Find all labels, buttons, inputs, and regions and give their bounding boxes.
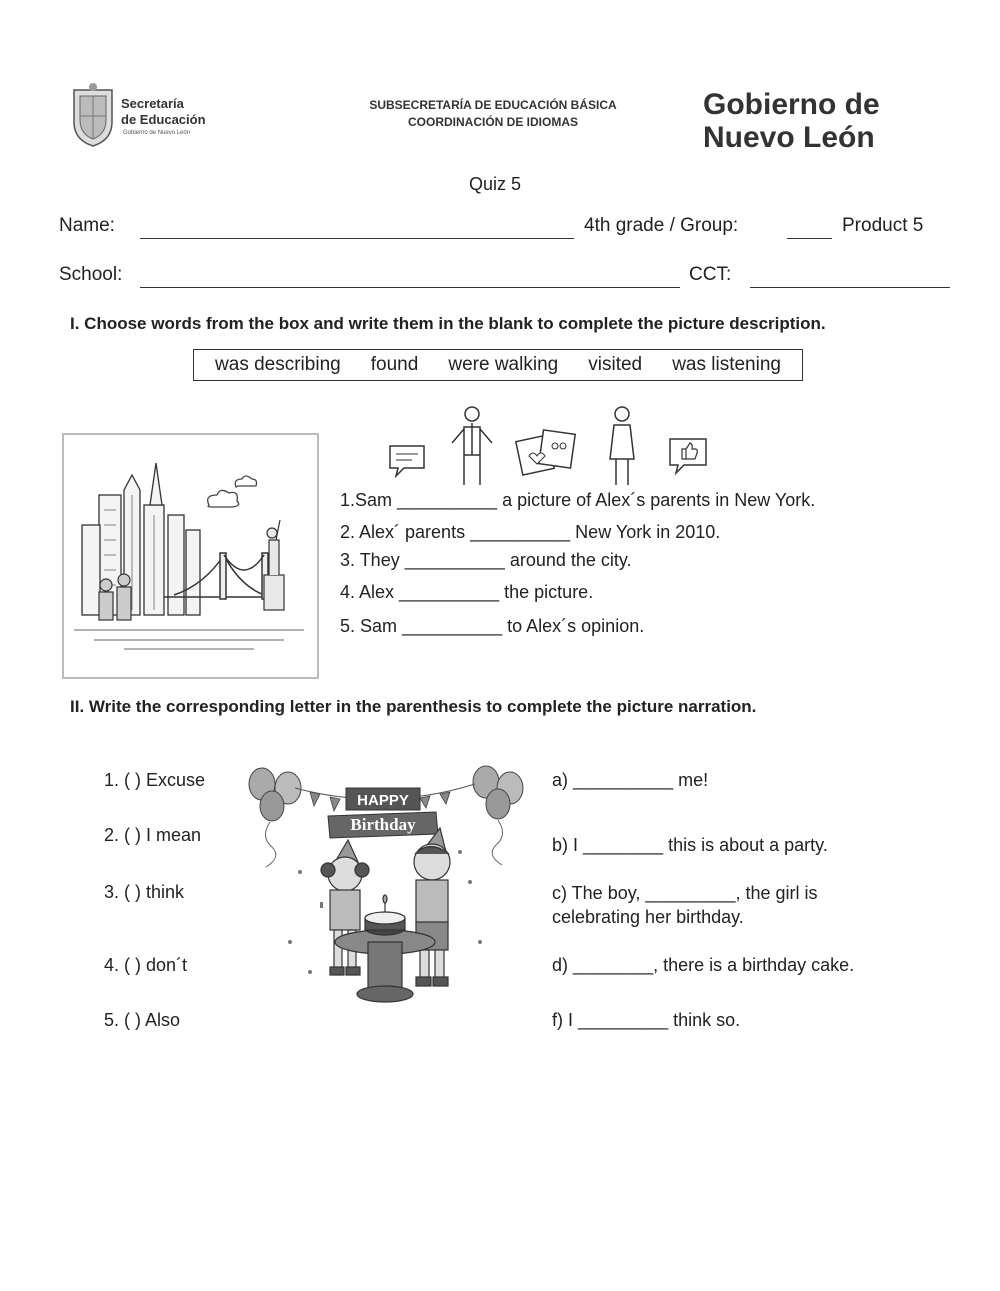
school-input-line[interactable] <box>140 287 680 288</box>
word-option: found <box>370 354 419 375</box>
match-left-2: 2. ( ) I mean <box>104 825 202 845</box>
match-left-3: 3. ( ) think <box>104 882 185 902</box>
cct-input-line[interactable] <box>750 287 950 288</box>
match-right-c: c) The boy, _________, the girl is <box>552 883 818 903</box>
word-box <box>193 349 803 381</box>
banner-birthday-text: Birthday <box>350 815 416 834</box>
cct-label: CCT: <box>689 264 732 285</box>
section2-instruction: II. Write the corresponding letter in the parenthesis to complete the picture narration. <box>70 697 757 716</box>
man-figure-icon <box>446 405 498 485</box>
state-seal-logo <box>68 82 118 150</box>
match-right-b: b) I ________ this is about a party. <box>552 835 828 855</box>
match-right-c-cont: celebrating her birthday. <box>552 907 744 927</box>
subsecretaria-text: SUBSECRETARÍA DE EDUCACIÓN BÁSICA <box>369 98 617 112</box>
name-label: Name: <box>59 215 115 236</box>
speech-bubble-icon <box>388 444 428 478</box>
word-option: were walking <box>448 354 559 375</box>
banner-happy-text: HAPPY <box>357 792 409 809</box>
group-input-line[interactable] <box>787 238 832 239</box>
secretaria-logo-text: Secretaría de Educación <box>121 96 206 127</box>
coordinacion-text: COORDINACIÓN DE IDIOMAS <box>407 115 578 129</box>
sentence-5: 5. Sam __________ to Alex´s opinion. <box>340 616 645 636</box>
new-york-illustration <box>62 433 319 679</box>
match-right-f: f) I _________ think so. <box>552 1010 741 1030</box>
name-input-line[interactable] <box>140 238 574 239</box>
match-right-d: d) ________, there is a birthday cake. <box>552 955 855 975</box>
word-option: was listening <box>672 354 781 375</box>
sentence-1: 1.Sam __________ a picture of Alex´s parents in New York. <box>340 490 816 510</box>
sentence-4: 4. Alex __________ the picture. <box>340 582 594 602</box>
photos-icon <box>515 428 579 484</box>
header-department <box>300 97 686 131</box>
birthday-party-illustration <box>240 762 530 1020</box>
page-title: Quiz 5 <box>468 174 522 194</box>
word-option: visited <box>588 354 643 375</box>
grade-group-label: 4th grade / Group: <box>584 215 739 236</box>
sentence-3: 3. They __________ around the city. <box>340 550 632 570</box>
gobierno-logo-text: Gobierno de Nuevo León <box>703 88 880 154</box>
secretaria-logo-subtext: Gobierno de Nuevo León <box>123 130 191 136</box>
thumbs-up-bubble-icon <box>668 437 710 477</box>
match-left-4: 4. ( ) don´t <box>104 955 188 975</box>
sentence-2: 2. Alex´ parents __________ New York in 2010. <box>340 522 721 542</box>
match-right-a: a) __________ me! <box>552 770 709 790</box>
match-left-5: 5. ( ) Also <box>104 1010 181 1030</box>
school-label: School: <box>59 264 123 285</box>
section1-instruction: I. Choose words from the box and write them in the blank to complete the picture description. <box>70 314 826 333</box>
woman-figure-icon <box>604 405 640 485</box>
product-label: Product 5 <box>842 215 924 236</box>
match-left-1: 1. ( ) Excuse <box>104 770 206 790</box>
word-option: was describing <box>215 354 341 375</box>
